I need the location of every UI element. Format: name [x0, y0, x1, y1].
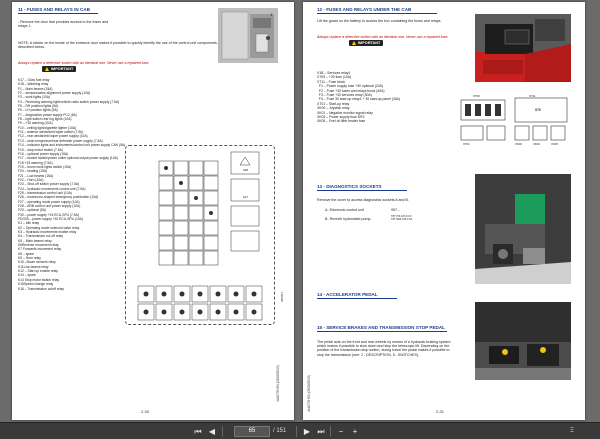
warning-icon	[45, 67, 49, 71]
relay-label-x70: X70	[535, 108, 541, 112]
fuse-list-item: K18 – Washing relay	[18, 82, 49, 87]
svg-text:1: 1	[270, 12, 273, 17]
warning-icon	[352, 41, 356, 45]
figure-code: 080951	[280, 291, 284, 302]
battery-box-photo	[475, 14, 571, 82]
relay-list-item: F2 – Fuse +30 fuses and relays block (40A)	[317, 88, 385, 93]
note-text: NOTE: A sticker on the inside of the entrance door makes it possible to quickly identify the use of the control unit components, described below.	[18, 41, 218, 50]
relay-label-xk03: XK03	[533, 142, 540, 146]
pedal-photo	[475, 302, 571, 380]
fuse-list-item: K14 Stop motor switch relay	[18, 277, 60, 282]
relay-list	[317, 71, 467, 124]
viewer-toolbar	[0, 422, 600, 439]
brake-text: The pedal acts on the front and rear wheels by means of a hydraulic braking system which makes it possible to slow down and stop the telescopic lift. Depending on the position of the transmission stop switch, during travel the pedal makes it possible to stop the transmission (see: 2 - DESCRIPTION, 5 - SWITCHES).	[317, 340, 451, 357]
prev-page-button[interactable]: ◀	[208, 427, 216, 436]
relay-label-xk05: XK05	[551, 142, 558, 146]
fuse-list-item: K1 – Idle relay	[18, 221, 40, 226]
relay-list-item: F3 – Fuse +30 services relay (30A)	[317, 93, 372, 98]
section-rule	[18, 13, 98, 14]
fuse-list-item: F4 – Revolving warning light/vehicle radio switch power supply (7.5A)	[18, 99, 120, 104]
diagnostics-b-codes: T87 P/S 106 9 K3 T87 M05 108 9 K3	[391, 215, 413, 222]
fuse-list-item: F29 – optional (5A)	[18, 208, 47, 213]
section-rule	[317, 190, 407, 191]
section-rule	[317, 13, 437, 14]
toolbar-divider	[222, 426, 223, 437]
fuse-list-item: F25 – transmission control unit (10A)	[18, 190, 72, 195]
toolbar-divider	[330, 426, 331, 437]
fuse-list-item: F20 – heating (15A)	[18, 169, 48, 174]
fuse-list-item: F1 – Main beams (15A)	[18, 86, 53, 91]
important-label: IMPORTANT	[358, 41, 381, 45]
warning-text: Always replace a defective switch with an identical one. Never use a repaired fuse.	[18, 61, 150, 65]
fuse-list-item: K7 Forwards movement relay	[18, 247, 62, 252]
toolbar-divider	[296, 426, 297, 437]
fuse-list-item: K13 – spare	[18, 273, 36, 278]
page-number: 2-31	[436, 409, 445, 414]
fuse-list-item: F14 – indicator lights and instruments/control unit power supply CAN (5A)	[18, 143, 126, 148]
fuse-list-item: K8 – spare	[18, 251, 34, 256]
fuse-list-item: F22 – Horn (10A)	[18, 177, 44, 182]
relay-list-item: XK05 – Fuel oil filter heater fuse	[317, 119, 366, 124]
relay-label-xk00: XK00	[515, 142, 522, 146]
relay-list-item: XT01 – Start-up relay	[317, 101, 350, 106]
section-title: 12 - FUSES AND RELAYS UNDER THE CAB	[317, 7, 412, 12]
fuse-list-item: F16 – optional power supply (15A)	[18, 151, 69, 156]
menu-icon[interactable]: Ξ	[570, 428, 574, 434]
next-page-button[interactable]: ▶	[303, 427, 311, 436]
relay-label-xt11: XT11	[529, 94, 536, 98]
fuse-list-item: F13 – seat compressor/rear defroster power supply (7.5A)	[18, 138, 103, 143]
relay-list-item: XK00 – Joystick relay	[317, 106, 350, 111]
diagnostics-a: A- Electronic control unit	[325, 208, 364, 212]
relay-list-item: XT11 – Fuse block	[317, 79, 346, 84]
diagnostics-a-code: 957...	[391, 208, 400, 212]
relay-label-xt01: XT01	[463, 142, 470, 146]
diagnostics-b: B- Rexroth hydrostatic pump	[325, 217, 371, 221]
fuse-list-item: F11 – anterior windshield wiper switch (7.5A)	[18, 130, 84, 135]
fuse-list-item: F10 – ceiling light/cigarette lighter (10A)	[18, 125, 77, 130]
fuse-list-item: F2 – sensors/axles alignment power supply (10A)	[18, 91, 91, 96]
side-code: 4440739 EN (03/05/2013)	[276, 365, 280, 402]
relay-list-item: XT09 – +30 fuse (10A)	[317, 75, 352, 80]
fuse-list-item: F6 – LH position lights (5A)	[18, 108, 58, 113]
relay-list-item: XK03 – Power supply fuse DR2	[317, 115, 365, 120]
fuse-list-item: F12 – rear windshield wiper power supply (10A)	[18, 134, 88, 139]
fuse-list-item: K16 – Transmission cutoff relay	[18, 286, 64, 291]
fuse-list-item: F30 – power supply +15 ECU-SPU (7.5A)	[18, 212, 79, 217]
fuse-list-item: K10 –Boom sensors relay	[18, 260, 56, 265]
side-code: 4440739 EN (03/05/2013)	[307, 375, 311, 412]
relay-list-item: F1 – Power supply fuse +30 optional (20A)	[317, 84, 384, 89]
relay-label-xt09: XT09	[473, 94, 480, 98]
fuse-list-item: F28 – ARB control unit power supply (10A)	[18, 203, 81, 208]
relay-list-item: X1B – Services relay1	[317, 71, 351, 75]
relay-box-diagram	[455, 94, 575, 148]
fuse-list-item: K15Speed change relay	[18, 282, 54, 287]
left-page	[12, 2, 294, 420]
fuse-list-item: K6Reverse movement relay	[18, 243, 59, 248]
last-page-button[interactable]: ⏭	[317, 427, 325, 436]
accelerator-title: 14 - ACCELERATOR PEDAL	[317, 292, 378, 297]
page-number: 2-30	[141, 409, 150, 414]
fuse-list-item: K4 – Transmission cut off relay	[18, 234, 64, 239]
fuse-list-item: K11Low beams relay	[18, 264, 49, 269]
fuse-list-item: K17 – Glow fuel relay	[18, 78, 50, 82]
fuse-list-item: F21 – Low beams (15A)	[18, 173, 54, 178]
zoom-out-button[interactable]: −	[338, 427, 344, 436]
fuse-list-item: F5 – RH position lights (5A)	[18, 104, 59, 109]
zoom-in-button[interactable]: +	[352, 427, 358, 436]
fuse-list-item: F26 – mushroom-shaped emergency pushbutton (10A)	[18, 195, 99, 200]
fuse-list-item: F18 +15 warning (7.5A)	[18, 160, 53, 165]
fuse-list-item: F15 – stop motor switch (7.5A)	[18, 147, 63, 152]
section-rule	[317, 331, 447, 332]
fuse-list-item: F24 – hydraulic movements control unit (7.5A)	[18, 186, 86, 191]
fuse-list-item: F3 – work lights (10A)	[18, 95, 51, 100]
fuse-list-item: F7 – diagnostics power supply PC2 (5A)	[18, 112, 77, 117]
diagnostics-intro: Remove the cover to access diagnostics sockets A and B.	[317, 198, 409, 202]
fuse-list-item: F9 – +30 warning (10A)	[18, 121, 53, 126]
fuse-list-item: K12 – Start up enable relay	[18, 269, 58, 274]
section-rule	[317, 298, 397, 299]
important-label: IMPORTANT	[51, 67, 74, 71]
fuse-list-item: FDG09 – power supply +30 ECU-SPU (10A)	[18, 217, 83, 221]
fuse-list-item: F19 – boom work lights switch (15A)	[18, 164, 72, 169]
first-page-button[interactable]: ⏮	[194, 427, 202, 436]
fuse-list-item: K9 – Horn relay	[18, 256, 41, 261]
svg-text:A17: A17	[243, 195, 248, 199]
fuse-list-item: F8 – light switch rear fog lights (10A)	[18, 117, 72, 122]
page-number-input[interactable]: 65	[234, 426, 270, 437]
fuse-list-item: F27 – operating mode power supply (10A)	[18, 199, 80, 204]
relay-list-item: XK01 – Negative monitor signal relay	[317, 110, 373, 115]
warning-text: Always replace a defective switch with an identical one. Never use a repaired fuse.	[317, 35, 449, 39]
fuse-list-item: K5 – Main beams relay	[18, 238, 52, 243]
important-badge	[349, 40, 383, 46]
diagnostics-photo	[475, 174, 571, 284]
fuse-list-item: F17 – bucket switch/power outlet optional output power supply (10A)	[18, 156, 118, 161]
important-badge	[42, 66, 76, 72]
total-pages: / 151	[273, 428, 287, 434]
svg-text:A18: A18	[243, 168, 248, 172]
brake-title: 15 - SERVICE BRAKES AND TRANSMISSION STOP PEDAL	[317, 325, 445, 330]
diagnostics-title: 13 - DIAGNOSTICS SOCKETS	[317, 184, 382, 189]
fuse-list-item: K3 – Hydraulic movements enable relay	[18, 230, 77, 235]
fuse-list-item: K2 – Operating mode solenoid valve relay	[18, 225, 80, 230]
section-title: 11 - FUSES AND RELAYS IN CAB	[18, 7, 90, 12]
intro-text: Lift the guard on the battery to access the box containing the fuses and relays.	[317, 19, 442, 23]
cab-door-photo	[218, 8, 278, 63]
intro-text: - Remove the door that provides access to the fuses and relays 1.	[18, 20, 109, 29]
right-page	[303, 2, 585, 420]
fuse-box-diagram	[125, 145, 275, 325]
fuse-list	[18, 78, 128, 291]
relay-list-item: F4 – Fuse 30 start-up relay1 + 30 start-up panel (30A)	[317, 97, 401, 102]
fuse-list-item: F23 – Shut-off switch power supply (7.5A)	[18, 182, 80, 187]
